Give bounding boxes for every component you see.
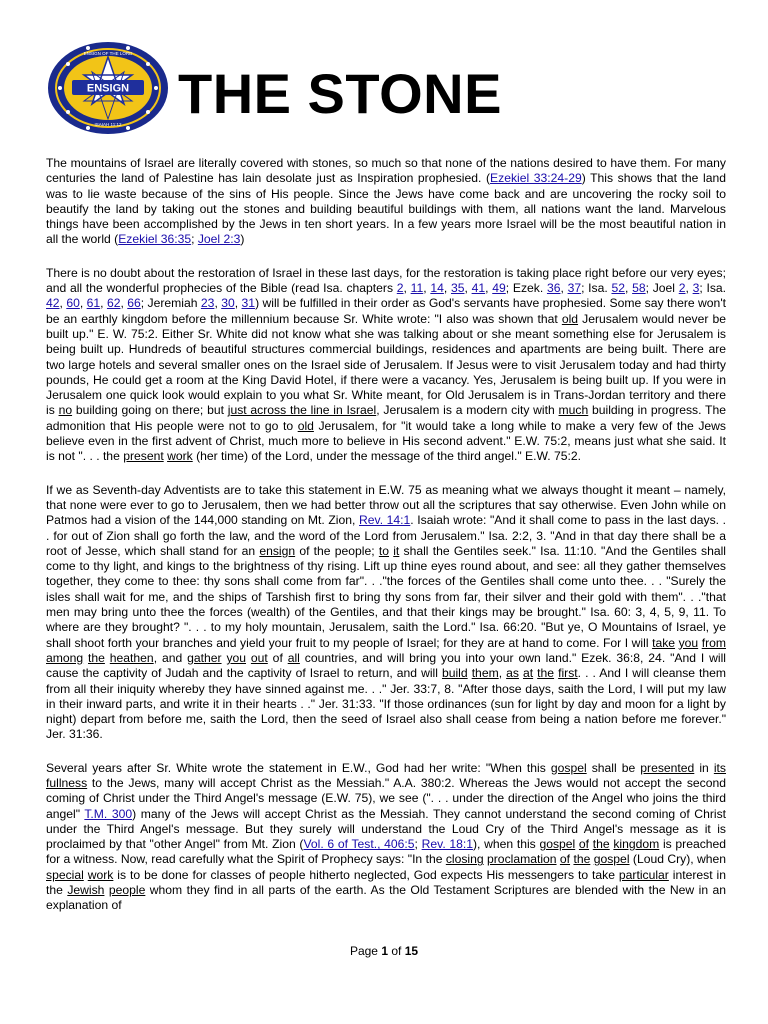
logo-top-text: ENSIGN OF THE LORD bbox=[83, 51, 133, 56]
scripture-reference-link[interactable]: Vol. 6 of Test., 406:5 bbox=[303, 837, 415, 852]
text-run: If we as Seventh-day Adventists are to take this statement in E.W. 75 as meaning what we always thought it meant – namely, that none were ever to go to Jerusalem, then we had better throw out all the scriptures that say otherwise. Even John while on Patmos had a vision of the 144,000 standing on Mt. Zion, bbox=[46, 482, 726, 528]
underlined-text: it bbox=[393, 543, 400, 558]
underlined-text: out bbox=[250, 650, 268, 665]
scripture-reference-link[interactable]: 3 bbox=[692, 281, 700, 296]
underlined-text: fullness bbox=[46, 775, 88, 790]
scripture-reference-link[interactable]: 31 bbox=[241, 296, 256, 311]
text-run: , bbox=[79, 296, 87, 311]
underlined-text: gospel bbox=[593, 852, 630, 867]
scripture-reference-link[interactable]: 52 bbox=[611, 281, 625, 296]
text-run: ) This shows that the land was to lie waste because of the sins of His people. Since the Jews have come back and are uncovering the rocky soil to beautify the land by taking out the stones and building beautiful buildings with them, all nations want the land. Marvelous things have been accomplished by the Jews in ten short years. In a few years more Israel will be the most beautiful nation in all the world ( bbox=[46, 171, 726, 247]
text-run: building going on there; but bbox=[72, 403, 228, 418]
scripture-reference-link[interactable]: Rev. 18:1 bbox=[421, 837, 474, 852]
text-run: in bbox=[694, 760, 714, 775]
underlined-text: gospel bbox=[539, 837, 576, 852]
underlined-text: the bbox=[537, 666, 555, 681]
text-run: ; Joel bbox=[645, 281, 679, 296]
underlined-text: ensign bbox=[259, 543, 296, 558]
text-run: Jerusalem would never be built up." E. W. 75:2. Either Sr. White did not know what she was talking about or she meant something else for Jerusalem is being built up. Hundreds of beautiful structures commercial buildings, residences and apartments are being built. There are two large hotels and several smaller ones on the Israel side of Jerusalem. If Jesus were to visit Jerusalem today and had thirty pounds, He could get a room at the King David Hotel, if there were a vacancy. Yes, Jerusalem is being built up. If you were in Jerusalem one quick look would explain to you what Sr. White meant, for Old Jerusalem is in Trans-Jordan territory and there is bbox=[46, 311, 727, 418]
scripture-reference-link[interactable]: 58 bbox=[632, 281, 646, 296]
footer-page-number: 1 bbox=[381, 944, 388, 958]
underlined-text: people bbox=[108, 883, 146, 898]
text-run: is preached for a witness. Now, read carefully what the Spirit of Prophecy says: "In the bbox=[46, 837, 727, 867]
underlined-text: just across the line in Israel bbox=[227, 403, 377, 418]
underlined-text: proclamation bbox=[487, 852, 557, 867]
scripture-reference-link[interactable]: 14 bbox=[430, 281, 444, 296]
text-run: ; Ezek. bbox=[505, 281, 547, 296]
underlined-text: of bbox=[578, 837, 590, 852]
underlined-text: its bbox=[713, 760, 727, 775]
scripture-reference-link[interactable]: T.M. 300 bbox=[84, 806, 133, 821]
text-run: ; bbox=[414, 837, 422, 852]
text-run: , bbox=[485, 281, 493, 296]
underlined-text: gospel bbox=[550, 760, 587, 775]
text-run: interest in the bbox=[46, 867, 726, 898]
underlined-text: you bbox=[678, 635, 699, 650]
text-run: , bbox=[498, 666, 507, 681]
text-run: shall be bbox=[586, 760, 641, 775]
scripture-reference-link[interactable]: 61 bbox=[86, 296, 101, 311]
scripture-reference-link[interactable]: 66 bbox=[127, 296, 141, 311]
text-run: building in progress. The admonition that His people were not to go to bbox=[46, 403, 726, 433]
underlined-text: work bbox=[87, 867, 114, 882]
underlined-text: of bbox=[559, 852, 571, 867]
scripture-reference-link[interactable]: Ezekiel 36:35 bbox=[118, 232, 192, 247]
underlined-text: all bbox=[287, 650, 300, 665]
underlined-text: closing bbox=[445, 852, 484, 867]
scripture-reference-link[interactable]: 42 bbox=[46, 296, 60, 311]
text-run: ) will be fulfilled in their order as God's servants have prophesied. Some say there won't be an earthly kingdom before the millennium because Sr. White wrote: "I also was shown that bbox=[46, 296, 727, 326]
scripture-reference-link[interactable]: 35 bbox=[450, 281, 465, 296]
text-run: ; bbox=[191, 232, 198, 247]
underlined-text: them bbox=[471, 666, 499, 681]
text-run: Jerusalem, for "it would take a long while to make a very few of the Jews believe even in the first advent of Christ, much more to believe in His second advent." E.W. 75:2, means just what she said. It is not ". . . the bbox=[46, 418, 726, 464]
body-paragraph bbox=[46, 761, 726, 914]
logo-bottom-text: ISAIAH 11:12 bbox=[94, 122, 122, 127]
underlined-text: particular bbox=[618, 867, 669, 882]
underlined-text: present bbox=[123, 449, 164, 464]
underlined-text: build bbox=[441, 666, 468, 681]
text-run: ; Jeremiah bbox=[140, 296, 201, 311]
text-run: , bbox=[685, 281, 693, 296]
text-run: . . . And I will cleanse them from all their iniquity whereby they have sinned against me. . ." Jer. 33:7, 8. "After those days, saith the Lord, I will put my law in their inward parts, and write it in their hearts . ." Jer. 31:33. "If those ordinances (sun for light by day and moon for a light by night) depart from before me, saith the Lord, then the seed of Israel also shall cease from being a nation before me forever." Jer. 31:36. bbox=[46, 666, 727, 742]
scripture-reference-link[interactable]: 2 bbox=[396, 281, 404, 296]
scripture-reference-link[interactable]: Ezekiel 33:24-29 bbox=[490, 171, 582, 186]
text-run: , bbox=[423, 281, 431, 296]
text-run: whom they find in all parts of the earth. As the Old Testament Scriptures are blended with the New in an explanation of bbox=[46, 883, 727, 913]
footer-sep: of bbox=[391, 944, 402, 958]
underlined-text: kingdom bbox=[613, 837, 660, 852]
text-run: ) bbox=[240, 232, 245, 247]
underlined-text: work bbox=[167, 449, 193, 464]
body-paragraph bbox=[46, 483, 726, 743]
footer-page-total: 15 bbox=[404, 944, 419, 958]
underlined-text: to bbox=[378, 543, 389, 558]
footer-prefix: Page bbox=[349, 944, 378, 958]
text-run: shall the Gentiles seek." Isa. 11:10. "And the Gentiles shall come to thy light, and kings to the brightness of thy rising. Lift up thine eyes round about, and see: all they gather themselves together, they come to thee: thy sons shall come from far". . ."the forces of the Gentiles shall come unto thee. . . "Surely the isles shall wait for me, and the ships of Tarshish first to bring thy sons from far, their silver and their gold with them". . ."that men may bring unto thee the forces (wealth) of the Gentiles, and that their kings may be brought." Isa. 60: 3, 4, 5, 9, 11. To where are they brought? ". . . to my holy mountain, Jerusalem, saith the Lord." Isa. 66:20. "But ye, O Mountains of Israel, ye shall shoot forth your branches and yield your fruit to my people of Israel; for they are at hand to come. For I will bbox=[46, 543, 727, 650]
scripture-reference-link[interactable]: 37 bbox=[567, 281, 582, 296]
text-run: of the people; bbox=[295, 543, 379, 558]
text-run: There is no doubt about the restoration of Israel in these last days, for the restoration is taking place right before our very eyes; and all the wonderful prophecies of the Bible (read Isa. chapters bbox=[46, 265, 726, 296]
body-paragraph bbox=[46, 266, 726, 465]
text-run: , and bbox=[153, 650, 188, 665]
text-run: ), when this bbox=[473, 837, 540, 852]
scripture-reference-link[interactable]: 49 bbox=[492, 281, 506, 296]
underlined-text: gather bbox=[187, 650, 222, 665]
scripture-reference-link[interactable]: 30 bbox=[221, 296, 235, 311]
underlined-text: among bbox=[46, 650, 84, 665]
underlined-text: at bbox=[522, 666, 534, 681]
scripture-reference-link[interactable]: 36 bbox=[546, 281, 561, 296]
underlined-text: old bbox=[297, 418, 314, 433]
underlined-text: old bbox=[561, 311, 579, 326]
scripture-reference-link[interactable]: 2 bbox=[678, 281, 686, 296]
underlined-text: no bbox=[58, 403, 73, 418]
underlined-text: first bbox=[558, 666, 578, 681]
body-paragraph bbox=[46, 156, 726, 248]
underlined-text: heathen bbox=[109, 650, 154, 665]
ensign-logo bbox=[46, 40, 170, 136]
scripture-reference-link[interactable]: 41 bbox=[471, 281, 486, 296]
text-run: , bbox=[234, 296, 242, 311]
document-body bbox=[46, 156, 726, 932]
underlined-text: much bbox=[558, 403, 589, 418]
text-run: of bbox=[267, 650, 288, 665]
underlined-text: the bbox=[88, 650, 105, 665]
text-run: , Jerusalem is a modern city with bbox=[376, 403, 559, 418]
text-run: , bbox=[560, 281, 568, 296]
text-run: , bbox=[59, 296, 67, 311]
underlined-text: the bbox=[573, 852, 591, 867]
scripture-reference-link[interactable]: 23 bbox=[200, 296, 215, 311]
text-run: to the Jews, many will accept Christ as the Messiah." A.A. 380:2. Whereas the Jews would not accept the second coming of Christ under the Third Angel's message (E.W. 75), we see (". . . under the direction of the Angel who joins the third angel" bbox=[46, 775, 726, 821]
underlined-text: the bbox=[592, 837, 610, 852]
text-run: , bbox=[464, 281, 472, 296]
text-run: ; Isa. bbox=[699, 281, 727, 296]
document-title: THE STONE bbox=[178, 62, 502, 125]
scripture-reference-link[interactable]: 60 bbox=[66, 296, 80, 311]
ensign-logo-graphic bbox=[46, 40, 170, 136]
scripture-reference-link[interactable]: Rev. 14:1 bbox=[359, 513, 411, 528]
underlined-text: from bbox=[701, 635, 726, 650]
underlined-text: you bbox=[226, 650, 247, 665]
scripture-reference-link[interactable]: 62 bbox=[106, 296, 121, 311]
text-run: Several years after Sr. White wrote the statement in E.W., God had her write: "When this bbox=[46, 760, 551, 775]
text-run: , bbox=[443, 281, 451, 296]
text-run: (her time) of the Lord, under the message of the third angel." E.W. 75:2. bbox=[192, 449, 582, 464]
text-run: , bbox=[214, 296, 222, 311]
logo-banner-text: ENSIGN bbox=[86, 82, 130, 95]
underlined-text: as bbox=[506, 666, 519, 681]
text-run: , bbox=[625, 281, 633, 296]
text-run: ) many of the Jews will accept Christ as the Messiah. They cannot understand the second coming of Christ under the Third Angel's message. But they surely will understand the Loud Cry of the Third Angel's message as it is proclaimed by that "other Angel" from Mt. Zion ( bbox=[46, 806, 727, 852]
text-run: , bbox=[120, 296, 128, 311]
text-run: is to be done for classes of people hitherto neglected, God expects His messengers to take bbox=[113, 867, 619, 882]
underlined-text: take bbox=[652, 635, 676, 650]
text-run: countries, and will bring you into your own land." Ezek. 36:8, 24. "And I will cause the captivity of Judah and the captivity of Israel to return, and will bbox=[46, 650, 726, 681]
underlined-text: special bbox=[46, 867, 84, 882]
text-run: ; Isa. bbox=[581, 281, 612, 296]
underlined-text: Jewish bbox=[67, 883, 105, 898]
page-footer bbox=[0, 944, 768, 958]
text-run: , bbox=[100, 296, 107, 311]
text-run: . Isaiah wrote: "And it shall come to pass in the last days. . . for out of Zion shall go forth the law, and the word of the Lord from Jerusalem." Isa. 2:2, 3. "And in that day there shall be a root of Jesse, which shall stand for an bbox=[46, 513, 726, 558]
text-run: (Loud Cry), when bbox=[629, 852, 727, 867]
text-run: , bbox=[403, 281, 411, 296]
text-run: The mountains of Israel are literally covered with stones, so much so that none of the nations desired to have them. For many centuries the land of Palestine has lain desolate just as Inspiration prophesied. ( bbox=[46, 156, 726, 186]
underlined-text: presented bbox=[640, 760, 695, 775]
scripture-reference-link[interactable]: Joel 2:3 bbox=[197, 232, 241, 247]
document-header bbox=[46, 40, 726, 140]
scripture-reference-link[interactable]: 11 bbox=[410, 281, 424, 296]
